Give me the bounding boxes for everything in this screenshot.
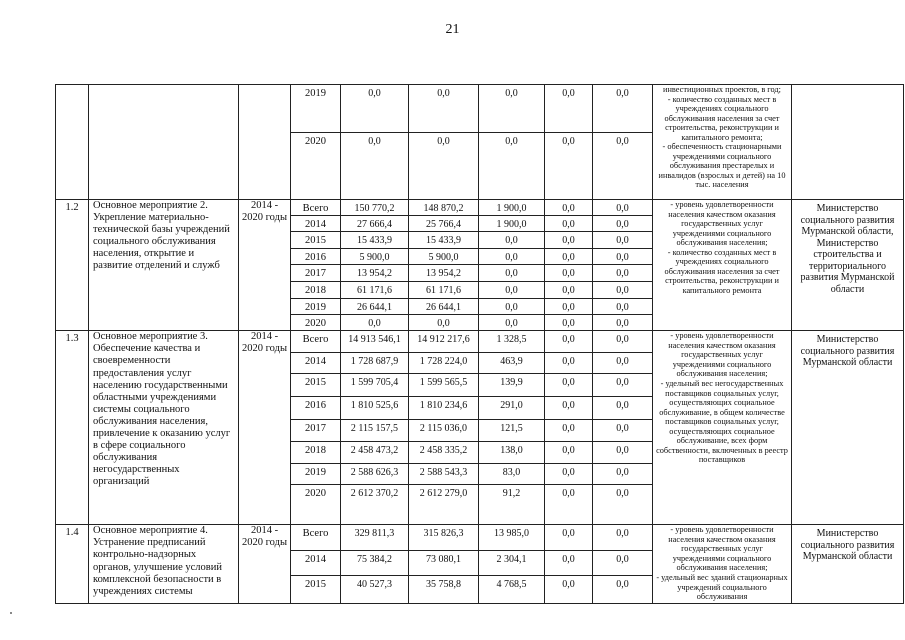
year-cell: Всего xyxy=(291,200,341,216)
value-cell: 2 588 543,3 xyxy=(409,464,479,485)
year-cell: 2015 xyxy=(291,374,341,397)
value-cell: 0,0 xyxy=(409,315,479,331)
year-cell: 2019 xyxy=(291,299,341,315)
value-cell: 1 810 234,6 xyxy=(409,397,479,420)
value-cell: 15 433,9 xyxy=(341,232,409,249)
value-cell: 91,2 xyxy=(479,485,545,525)
value-cell: 0,0 xyxy=(593,442,653,464)
value-cell: 0,0 xyxy=(479,265,545,282)
value-cell: 291,0 xyxy=(479,397,545,420)
program-table xyxy=(55,84,904,604)
responsible: Министерство социального развития Мурманской области xyxy=(792,331,904,525)
period: 2014 - 2020 годы xyxy=(239,200,291,331)
value-cell: 0,0 xyxy=(545,133,593,200)
value-cell: 1 810 525,6 xyxy=(341,397,409,420)
value-cell: 0,0 xyxy=(545,464,593,485)
value-cell: 13 954,2 xyxy=(341,265,409,282)
value-cell: 25 766,4 xyxy=(409,216,479,232)
value-cell: 0,0 xyxy=(593,282,653,299)
page-number: 21 xyxy=(445,22,460,37)
value-cell: 1 328,5 xyxy=(479,331,545,353)
value-cell: 2 588 626,3 xyxy=(341,464,409,485)
value-cell: 2 304,1 xyxy=(479,551,545,576)
value-cell: 0,0 xyxy=(545,485,593,525)
indicators: - уровень удовлетворенности населения качеством оказания государственных услуг учреждениями социального обслуживания населения; - удельный вес негосударственных поставщиков социальных услуг, осуществляющих социальное обслуживание, в общем количестве поставщиков социальных услуг, осуществляющих социальное обслуживание, всех форм собственности, включенных в реестр поставщиков xyxy=(653,331,792,525)
value-cell: 0,0 xyxy=(545,353,593,374)
year-cell: 2016 xyxy=(291,397,341,420)
measure-title xyxy=(89,85,239,200)
value-cell: 0,0 xyxy=(593,353,653,374)
value-cell: 0,0 xyxy=(479,133,545,200)
value-cell: 61 171,6 xyxy=(341,282,409,299)
table-row xyxy=(56,331,904,353)
measure-title: Основное мероприятие 4. Устранение предписаний контрольно-надзорных органов, улучшение условий комплексной безопасности в учреждениях системы xyxy=(89,525,239,604)
value-cell: 0,0 xyxy=(593,249,653,265)
responsible xyxy=(792,85,904,200)
value-cell: 0,0 xyxy=(545,200,593,216)
indicators: - уровень удовлетворенности населения качеством оказания государственных услуг учреждениями социального обслуживания населения; - количество созданных мест в учреждениях социального обслуживания населения за счет строительства, реконструкции и капитального ремонта xyxy=(653,200,792,331)
value-cell: 138,0 xyxy=(479,442,545,464)
value-cell: 0,0 xyxy=(545,525,593,551)
item-number: 1.2 xyxy=(56,200,89,331)
value-cell: 1 599 705,4 xyxy=(341,374,409,397)
value-cell: 26 644,1 xyxy=(409,299,479,315)
value-cell: 0,0 xyxy=(545,232,593,249)
value-cell: 0,0 xyxy=(545,265,593,282)
value-cell: 0,0 xyxy=(479,232,545,249)
value-cell: 0,0 xyxy=(479,282,545,299)
value-cell: 0,0 xyxy=(545,315,593,331)
table-row xyxy=(56,525,904,551)
value-cell: 2 458 335,2 xyxy=(409,442,479,464)
value-cell: 75 384,2 xyxy=(341,551,409,576)
year-cell: Всего xyxy=(291,525,341,551)
year-cell: 2016 xyxy=(291,249,341,265)
value-cell: 0,0 xyxy=(545,374,593,397)
value-cell: 2 115 157,5 xyxy=(341,420,409,442)
value-cell: 0,0 xyxy=(593,397,653,420)
value-cell: 0,0 xyxy=(479,299,545,315)
value-cell: 0,0 xyxy=(593,265,653,282)
value-cell: 0,0 xyxy=(341,315,409,331)
value-cell: 1 900,0 xyxy=(479,200,545,216)
value-cell: 0,0 xyxy=(409,85,479,133)
table-row xyxy=(56,85,904,133)
value-cell: 14 912 217,6 xyxy=(409,331,479,353)
value-cell: 315 826,3 xyxy=(409,525,479,551)
value-cell: 2 115 036,0 xyxy=(409,420,479,442)
value-cell: 0,0 xyxy=(545,216,593,232)
year-cell: 2014 xyxy=(291,216,341,232)
value-cell: 0,0 xyxy=(593,374,653,397)
value-cell: 83,0 xyxy=(479,464,545,485)
value-cell: 463,9 xyxy=(479,353,545,374)
year-cell: 2020 xyxy=(291,315,341,331)
value-cell: 5 900,0 xyxy=(341,249,409,265)
year-cell: 2018 xyxy=(291,442,341,464)
year-cell: 2014 xyxy=(291,551,341,576)
value-cell: 0,0 xyxy=(341,133,409,200)
year-cell: 2017 xyxy=(291,265,341,282)
value-cell: 2 612 370,2 xyxy=(341,485,409,525)
value-cell: 0,0 xyxy=(593,331,653,353)
value-cell: 0,0 xyxy=(545,249,593,265)
value-cell: 15 433,9 xyxy=(409,232,479,249)
measure-title: Основное мероприятие 3. Обеспечение качества и своевременности предоставления услуг населению государственными областными учреждениями системы социального обслуживания населения, привлечение к оказанию услуг в сфере социального обслуживания негосударственных организаций xyxy=(89,331,239,525)
item-number: 1.3 xyxy=(56,331,89,525)
value-cell: 0,0 xyxy=(593,216,653,232)
value-cell: 0,0 xyxy=(545,85,593,133)
value-cell: 0,0 xyxy=(545,299,593,315)
year-cell: 2015 xyxy=(291,576,341,604)
value-cell: 13 985,0 xyxy=(479,525,545,551)
value-cell: 0,0 xyxy=(545,442,593,464)
value-cell: 1 728 224,0 xyxy=(409,353,479,374)
value-cell: 0,0 xyxy=(409,133,479,200)
value-cell: 0,0 xyxy=(593,232,653,249)
value-cell: 0,0 xyxy=(593,315,653,331)
value-cell: 0,0 xyxy=(593,576,653,604)
year-cell: 2019 xyxy=(291,464,341,485)
value-cell: 139,9 xyxy=(479,374,545,397)
table-row xyxy=(56,200,904,216)
value-cell: 35 758,8 xyxy=(409,576,479,604)
responsible: Министерство социального развития Мурманской области, Министерство строительства и территориального развития Мурманской области xyxy=(792,200,904,331)
measure-title: Основное мероприятие 2. Укрепление материально-технической базы учреждений социального обслуживания населения, открытие и развитие отделений и служб xyxy=(89,200,239,331)
value-cell: 26 644,1 xyxy=(341,299,409,315)
value-cell: 0,0 xyxy=(593,85,653,133)
year-cell: 2020 xyxy=(291,133,341,200)
value-cell: 0,0 xyxy=(593,525,653,551)
period xyxy=(239,85,291,200)
value-cell: 73 080,1 xyxy=(409,551,479,576)
value-cell: 61 171,6 xyxy=(409,282,479,299)
item-number: 1.4 xyxy=(56,525,89,604)
value-cell: 1 599 565,5 xyxy=(409,374,479,397)
indicators: инвестиционных проектов, в год; - количество созданных мест в учреждениях социального обслуживания населения за счет строительства, реконструкции и капитального ремонта; - обеспеченность стационарными учреждениями социального обслуживания престарелых и инвалидов (взрослых и детей) на 10 тыс. населения xyxy=(653,85,792,200)
value-cell: 150 770,2 xyxy=(341,200,409,216)
value-cell: 2 458 473,2 xyxy=(341,442,409,464)
value-cell: 0,0 xyxy=(545,576,593,604)
responsible: Министерство социального развития Мурманской области xyxy=(792,525,904,604)
value-cell: 5 900,0 xyxy=(409,249,479,265)
value-cell: 0,0 xyxy=(593,420,653,442)
value-cell: 0,0 xyxy=(593,133,653,200)
value-cell: 13 954,2 xyxy=(409,265,479,282)
value-cell: 1 728 687,9 xyxy=(341,353,409,374)
value-cell: 0,0 xyxy=(593,485,653,525)
year-cell: 2015 xyxy=(291,232,341,249)
value-cell: 1 900,0 xyxy=(479,216,545,232)
value-cell: 0,0 xyxy=(545,282,593,299)
year-cell: 2018 xyxy=(291,282,341,299)
value-cell: 0,0 xyxy=(593,299,653,315)
value-cell: 4 768,5 xyxy=(479,576,545,604)
value-cell: 148 870,2 xyxy=(409,200,479,216)
scan-speck xyxy=(10,612,12,614)
period: 2014 - 2020 годы xyxy=(239,331,291,525)
indicators: - уровень удовлетворенности населения качеством оказания государственных услуг учреждениями социального обслуживания населения; - удельный вес зданий стационарных учреждений социального обслуживания xyxy=(653,525,792,604)
value-cell: 0,0 xyxy=(593,464,653,485)
year-cell: 2017 xyxy=(291,420,341,442)
value-cell: 0,0 xyxy=(545,331,593,353)
value-cell: 329 811,3 xyxy=(341,525,409,551)
value-cell: 0,0 xyxy=(479,85,545,133)
item-number xyxy=(56,85,89,200)
value-cell: 0,0 xyxy=(545,551,593,576)
value-cell: 14 913 546,1 xyxy=(341,331,409,353)
year-cell: 2020 xyxy=(291,485,341,525)
value-cell: 2 612 279,0 xyxy=(409,485,479,525)
value-cell: 0,0 xyxy=(545,420,593,442)
period: 2014 - 2020 годы xyxy=(239,525,291,604)
value-cell: 121,5 xyxy=(479,420,545,442)
value-cell: 0,0 xyxy=(593,551,653,576)
value-cell: 27 666,4 xyxy=(341,216,409,232)
year-cell: 2014 xyxy=(291,353,341,374)
value-cell: 0,0 xyxy=(341,85,409,133)
value-cell: 0,0 xyxy=(479,249,545,265)
value-cell: 0,0 xyxy=(545,397,593,420)
value-cell: 0,0 xyxy=(593,200,653,216)
year-cell: 2019 xyxy=(291,85,341,133)
value-cell: 40 527,3 xyxy=(341,576,409,604)
year-cell: Всего xyxy=(291,331,341,353)
value-cell: 0,0 xyxy=(479,315,545,331)
